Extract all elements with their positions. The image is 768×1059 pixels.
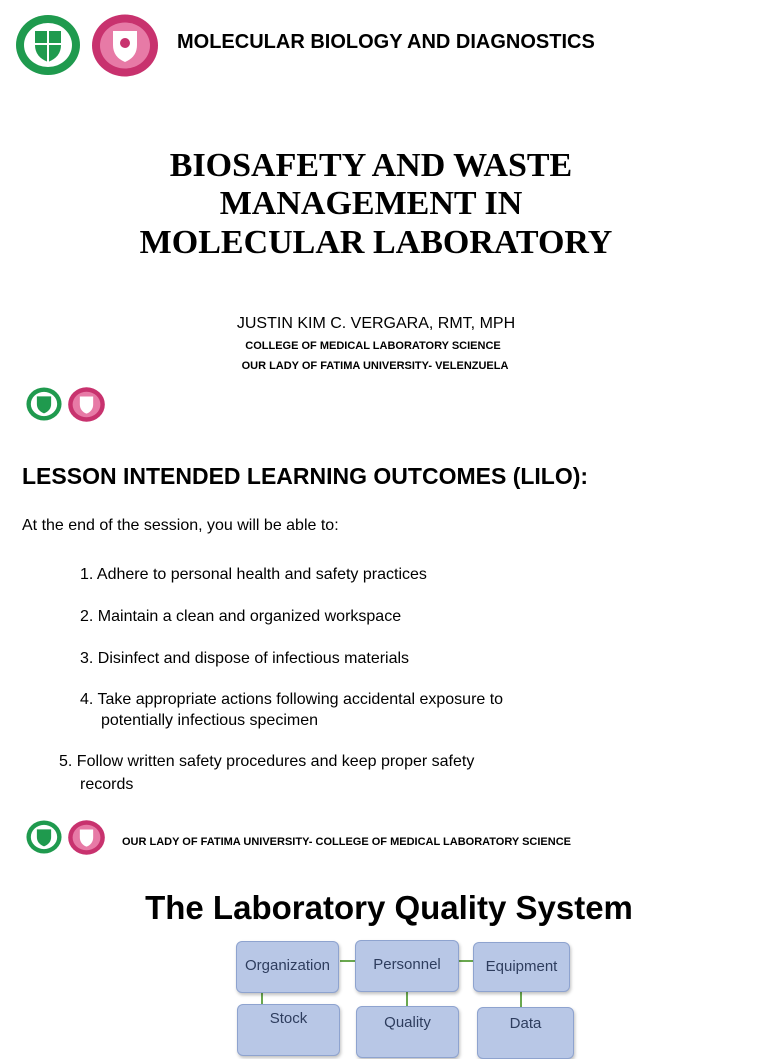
box-quality: Quality [356, 1006, 459, 1058]
outcome-3: 3. Disinfect and dispose of infectious materials [80, 650, 410, 667]
university-seal-green-small-logo [25, 387, 63, 421]
slide-title-line-3: MOLECULAR LABORATORY [139, 224, 613, 261]
university-name: OUR LADY OF FATIMA UNIVERSITY- VELENZUELA [241, 360, 509, 372]
university-seal-green-small-logo [25, 820, 63, 854]
outcome-2: 2. Maintain a clean and organized workspace [80, 608, 402, 625]
outcome-4: 4. Take appropriate actions following accidental exposure to [80, 691, 504, 708]
college-seal-pink-small-logo [67, 387, 106, 422]
college-seal-pink-small-logo [67, 820, 106, 855]
slide-3 [0, 806, 768, 1032]
connector-organization-personnel [340, 960, 356, 962]
university-seal-green-logo [15, 14, 81, 76]
box-data: Data [477, 1007, 574, 1059]
college-seal-pink-logo [91, 14, 159, 77]
connector-equipment-data [520, 991, 522, 1007]
lilo-intro: At the end of the session, you will be able to: [22, 517, 339, 534]
outcome-4-continued: potentially infectious specimen [101, 712, 319, 729]
slide-1 [0, 0, 768, 382]
author-name: JUSTIN KIM C. VERGARA, RMT, MPH [236, 315, 516, 332]
connector-personnel-equipment [459, 960, 474, 962]
slide-2 [0, 382, 768, 806]
connector-personnel-quality [406, 992, 408, 1006]
box-organization: Organization [236, 941, 339, 993]
slide-title-line-1: BIOSAFETY AND WASTE [169, 147, 573, 184]
slide-footer: OUR LADY OF FATIMA UNIVERSITY- COLLEGE OF MEDICAL LABORATORY SCIENCE [122, 836, 571, 848]
outcome-5: 5. Follow written safety procedures and keep proper safety [59, 753, 475, 770]
box-personnel: Personnel [355, 940, 459, 992]
outcome-5-continued: records [80, 776, 134, 793]
lilo-heading: LESSON INTENDED LEARNING OUTCOMES (LILO): [22, 463, 589, 489]
slide-title-line-2: MANAGEMENT IN [219, 185, 523, 222]
course-title: MOLECULAR BIOLOGY AND DIAGNOSTICS [177, 31, 595, 53]
outcome-1: 1. Adhere to personal health and safety practices [80, 566, 427, 583]
box-stock: Stock [237, 1004, 340, 1056]
college-name: COLLEGE OF MEDICAL LABORATORY SCIENCE [245, 340, 501, 352]
box-equipment: Equipment [473, 942, 570, 992]
quality-system-title: The Laboratory Quality System [145, 889, 633, 926]
